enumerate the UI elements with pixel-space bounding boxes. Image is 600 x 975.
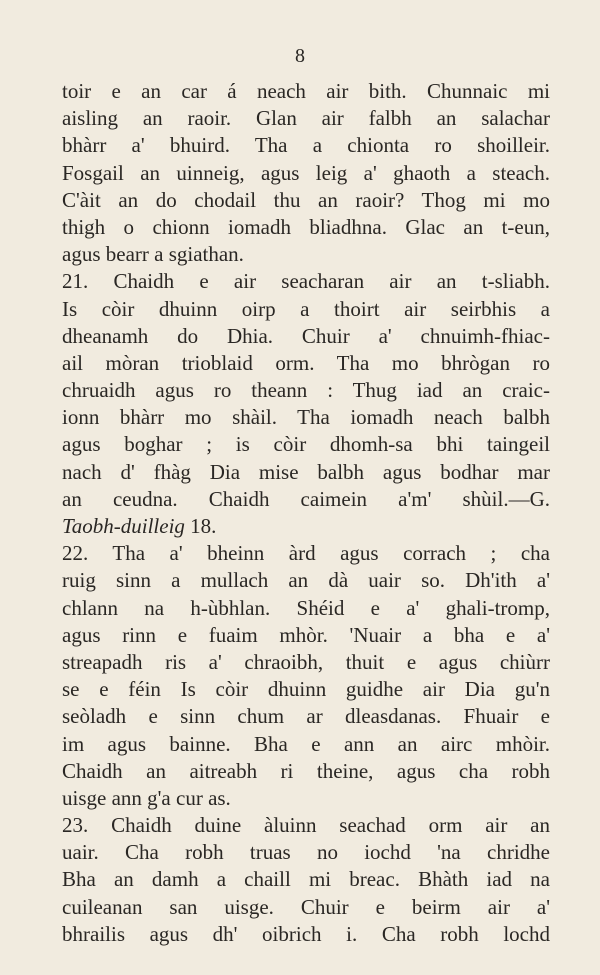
text-line: uair. Cha robh truas no iochd 'na chridhe xyxy=(62,840,550,865)
page-reference-italic: Taobh-duilleig xyxy=(62,514,185,538)
paragraph-21-start: 21. Chaidh e air seacharan air an t-sliabh. xyxy=(62,269,550,294)
page-reference-line xyxy=(62,513,550,540)
text-line: bhrailis agus dh' oibrich i. Cha robh lochd xyxy=(62,921,550,946)
body-text xyxy=(62,78,550,948)
text-line: an ceudna. Chaidh caimein a'm' shùil.—G. xyxy=(62,486,550,511)
text-line: chruaidh agus ro theann : Thug iad an craic- xyxy=(62,378,550,403)
text-line: cuileanan san uisge. Chuir e beirm air a' xyxy=(62,894,550,919)
paragraph-22-start: 22. Tha a' bheinn àrd agus corrach ; cha xyxy=(62,541,550,566)
text-line: thigh o chionn iomadh bliadhna. Glac an t-eun, xyxy=(62,214,550,239)
text-line: Bha an damh a chaill mi breac. Bhàth iad na xyxy=(62,867,550,892)
text-line: agus rinn e fuaim mhòr. 'Nuair a bha e a' xyxy=(62,622,550,647)
text-line: toir e an car á neach air bith. Chunnaic mi xyxy=(62,79,550,103)
text-line: aisling an raoir. Glan air falbh an salachar xyxy=(62,106,550,131)
text-line: im agus bainne. Bha e ann an airc mhòir. xyxy=(62,731,550,756)
text-line: seòladh e sinn chum ar dleasdanas. Fhuair e xyxy=(62,704,550,729)
text-line: dheanamh do Dhia. Chuir a' chnuimh-fhiac- xyxy=(62,323,550,348)
text-line: agus boghar ; is còir dhomh-sa bhi taingeil xyxy=(62,432,550,457)
text-line: C'àit an do chodail thu an raoir? Thog mi mo xyxy=(62,187,550,212)
text-line: bhàrr a' bhuird. Tha a chionta ro shoilleir. xyxy=(62,133,550,158)
text-line: ail mòran trioblaid orm. Tha mo bhrògan ro xyxy=(62,350,550,375)
text-line: ionn bhàrr mo shàil. Tha iomadh neach balbh xyxy=(62,405,550,430)
text-line: nach d' fhàg Dia mise balbh agus bodhar mar xyxy=(62,459,550,484)
text-line: ruig sinn a mullach an dà uair so. Dh'ith a' xyxy=(62,568,550,593)
page-reference-number: 18. xyxy=(184,514,217,538)
page-number: 8 xyxy=(295,45,305,67)
text-line: uisge ann g'a cur as. xyxy=(62,785,231,810)
text-line: agus bearr a sgiathan. xyxy=(62,242,244,267)
text-line: streapadh ris a' chraoibh, thuit e agus chiùrr xyxy=(62,649,550,674)
paragraph-23-start: 23. Chaidh duine àluinn seachad orm air an xyxy=(62,813,550,838)
text-line: Chaidh an aitreabh ri theine, agus cha robh xyxy=(62,758,550,783)
text-line: se e féin Is còir dhuinn guidhe air Dia gu'n xyxy=(62,677,550,702)
text-line: Is còir dhuinn oirp a thoirt air seirbhis a xyxy=(62,296,550,321)
text-line: chlann na h-ùbhlan. Shéid e a' ghali-tromp, xyxy=(62,595,550,620)
text-line: Fosgail an uinneig, agus leig a' ghaoth a steach. xyxy=(62,160,550,185)
